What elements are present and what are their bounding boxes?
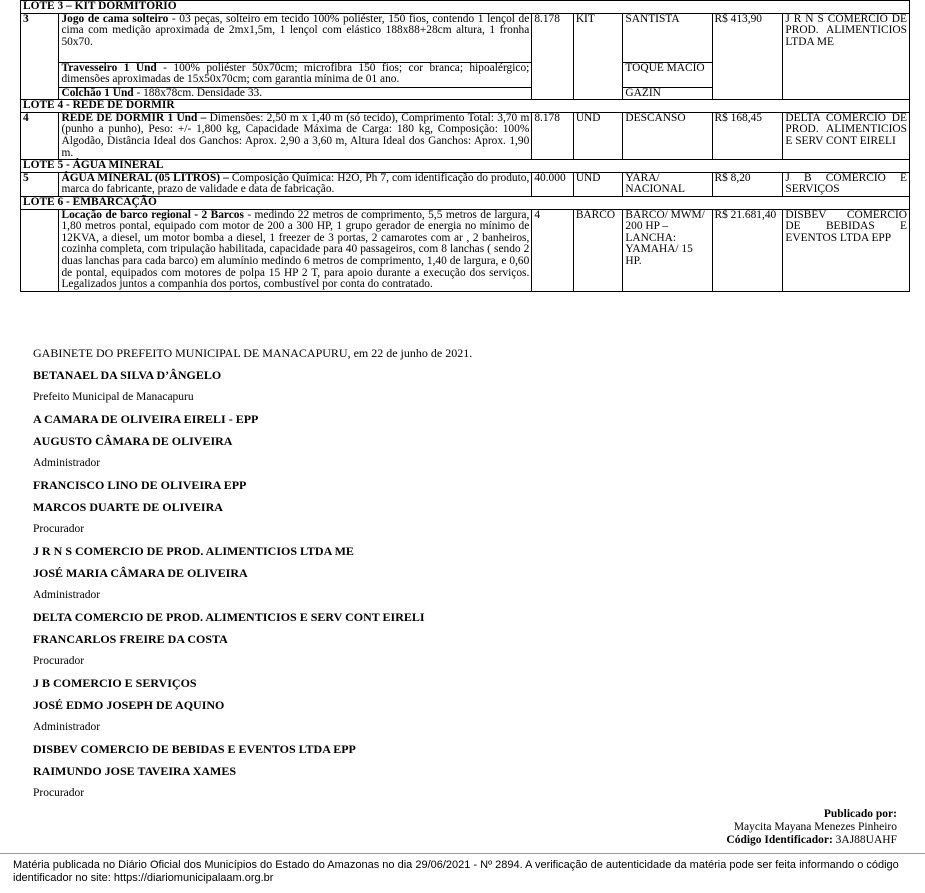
item-title: Jogo de cama solteiro [61, 12, 169, 25]
code-value: 3AJ88UAHF [835, 834, 897, 846]
item-brand: TOQUE MACIO [623, 62, 712, 87]
item-text: Dimensões: 2,50 m x 1,40 m (só tecido), Comprimento Total: 3,70 m (punho a punho), Peso: +/- 1,800 kg, Capacidade Máxima de Carga: 180 kg, Composição: 100% Algodão, Distância Ideal dos Ganchos: Aprox. 2,90 a 3,60 m, Altura Ideal dos Ganchos: Aprox. 1,90 m. [61, 111, 530, 159]
signatory-name: AUGUSTO CÂMARA DE OLIVEIRA [33, 434, 233, 448]
signature-lines [33, 367, 893, 807]
item-quantity: 4 [532, 209, 574, 291]
publication-info [726, 808, 897, 847]
lots-table [20, 0, 910, 292]
signature-block [33, 345, 893, 807]
signatory-name: BETANAEL DA SILVA D’ÂNGELO [33, 368, 222, 382]
signatory-name: JOSÉ EDMO JOSEPH DE AQUINO [33, 698, 225, 712]
item-text: Composição Química: H2O, Ph 7, com identificação do produto, marca do fabricante, prazo de validade e data de fabricação. [61, 171, 530, 196]
item-price: R$ 168,45 [712, 112, 783, 159]
lot-3-number: 3 [21, 13, 59, 100]
item-title: Travesseiro 1 Und [61, 61, 157, 74]
item-unit: UND [573, 112, 623, 159]
signatory-role: Procurador [33, 523, 85, 535]
item-text: - medindo 22 metros de comprimento, 5,5 metros de largura, 1,80 metros pontal, equipado com motor de 200 a 300 HP, 1 grupo gerador de energia no mínimo de 12KVA, a diesel, um motor bomba a diesel, 1 freezer de 3 portas, 2 camarotes com ar , 2 banheiros, cozinha completa, com tripulação habilitada, capacidade para 40 passageiros, com 8 lanchas ( sendo 2 duas lanchas para cada barco) em alumínio medindo 6 metros de comprimento, 1,40 de largura, e 0,60 de pontal, equipados com motores de polpa 15 HP 2 T, para apoio durante a execução dos serviços. Legalizados juntos a companhia dos portos, combustível por conta do contratado. [61, 208, 530, 291]
signatory-name: FRANCARLOS FREIRE DA COSTA [33, 632, 228, 646]
lot-header-row [21, 196, 910, 209]
lot-header-row [21, 160, 910, 173]
item-text: - 100% poliéster 50x70cm; microfibra 150 fios; cor branca; hipoalérgico; dimensões aproximadas de 15x50x70cm; com garantia mínima de 01 ano. [61, 61, 530, 86]
signatory-name: J B COMERCIO E SERVIÇOS [33, 676, 197, 690]
table-row [21, 209, 910, 291]
item-title: ÁGUA MINERAL (05 LITROS) – [61, 171, 229, 184]
lot-header-row [21, 1, 910, 14]
item-price: R$ 8,20 [712, 172, 783, 196]
item-description [59, 112, 532, 159]
item-brand: YARA/ NACIONAL [623, 172, 712, 196]
item-winner: J B COMERCIO E SERVIÇOS [783, 172, 910, 196]
published-by-label: Publicado por: [823, 808, 897, 820]
signatory-role: Administrador [33, 589, 101, 601]
lot-5-header: LOTE 5 - ÁGUA MINERAL [21, 160, 910, 173]
item-description [59, 209, 532, 291]
item-unit: KIT [573, 13, 623, 100]
item-description [59, 13, 532, 62]
item-brand: BARCO/ MWM/ 200 HP – LANCHA: YAMAHA/ 15 HP. [623, 209, 712, 291]
table-row [21, 13, 910, 62]
page-footer [0, 853, 925, 893]
signatory-role: Administrador [33, 721, 101, 733]
item-price: R$ 21.681,40 [712, 209, 783, 291]
item-unit: BARCO [573, 209, 623, 291]
item-winner: J R N S COMERCIO DE PROD. ALIMENTICIOS LTDA ME [783, 13, 910, 100]
item-title: Locação de barco regional - 2 Barcos [61, 208, 244, 221]
table-row [21, 172, 910, 196]
item-title: REDE DE DORMIR 1 Und – [61, 111, 207, 124]
lot-6-header: LOTE 6 - EMBARCAÇÃO [21, 196, 910, 209]
signatory-name: JOSÉ MARIA CÂMARA DE OLIVEIRA [33, 566, 248, 580]
item-brand: GAZIN [623, 87, 712, 100]
item-quantity: 40.000 [532, 172, 574, 196]
lot-4-number: 4 [21, 112, 59, 159]
item-description [59, 87, 532, 100]
signatory-name: J R N S COMERCIO DE PROD. ALIMENTICIOS LTDA ME [33, 544, 354, 558]
item-text: - 03 peças, solteiro em tecido 100% poliéster, 150 fios, contendo 1 lençol de cima com medição aproximada de 2mx1,5m, 1 lençol com elástico 188x88+28cm altura, 1 fronha 50x70. [61, 12, 530, 48]
lot-header-row [21, 100, 910, 113]
item-winner: DELTA COMERCIO DE PROD. ALIMENTICIOS E SERV CONT EIRELI [783, 112, 910, 159]
signatory-name: FRANCISCO LINO DE OLIVEIRA EPP [33, 478, 247, 492]
signatory-role: Administrador [33, 457, 101, 469]
item-description [59, 62, 532, 87]
signature-intro: GABINETE DO PREFEITO MUNICIPAL DE MANACAPURU, em 22 de junho de 2021. [33, 346, 473, 360]
publisher-name: Maycita Mayana Menezes Pinheiro [733, 821, 897, 833]
signatory-role: Prefeito Municipal de Manacapuru [33, 391, 194, 403]
signatory-name: DISBEV COMERCIO DE BEBIDAS E EVENTOS LTDA EPP [33, 742, 356, 756]
item-price: R$ 413,90 [712, 13, 783, 100]
item-brand: DESCANSO [623, 112, 712, 159]
item-winner: DISBEV COMERCIO DE BEBIDAS E EVENTOS LTDA EPP [783, 209, 910, 291]
lot-5-number: 5 [21, 172, 59, 196]
signatory-name: RAIMUNDO JOSE TAVEIRA XAMES [33, 764, 237, 778]
item-quantity: 8.178 [532, 13, 574, 100]
signatory-name: MARCOS DUARTE DE OLIVEIRA [33, 500, 223, 514]
item-description [59, 172, 532, 196]
signatory-name: DELTA COMERCIO DE PROD. ALIMENTICIOS E SERV CONT EIRELI [33, 610, 425, 624]
item-text: - 188x78cm. Densidade 33. [133, 86, 263, 99]
item-title: Colchão 1 Und [61, 86, 134, 99]
signatory-role: Procurador [33, 655, 85, 667]
lot-4-header: LOTE 4 - REDE DE DORMIR [21, 100, 910, 113]
item-brand: SANTISTA [623, 13, 712, 62]
footer-text: Matéria publicada no Diário Oficial dos Municípios do Estado do Amazonas no dia 29/06/2021 - Nº 2894. A verificação de autenticidade da matéria pode ser feita informando o código identificador no site: https://diariomunicipalaam.org.br [13, 859, 899, 884]
signatory-name: A CAMARA DE OLIVEIRA EIRELI - EPP [33, 412, 259, 426]
lot-6-number [21, 209, 59, 291]
lot-3-header: LOTE 3 – KIT DORMITÓRIO [21, 1, 910, 14]
item-unit: UND [573, 172, 623, 196]
table-row [21, 112, 910, 159]
signatory-role: Procurador [33, 787, 85, 799]
item-quantity: 8.178 [532, 112, 574, 159]
code-label: Código Identificador: [726, 834, 833, 846]
